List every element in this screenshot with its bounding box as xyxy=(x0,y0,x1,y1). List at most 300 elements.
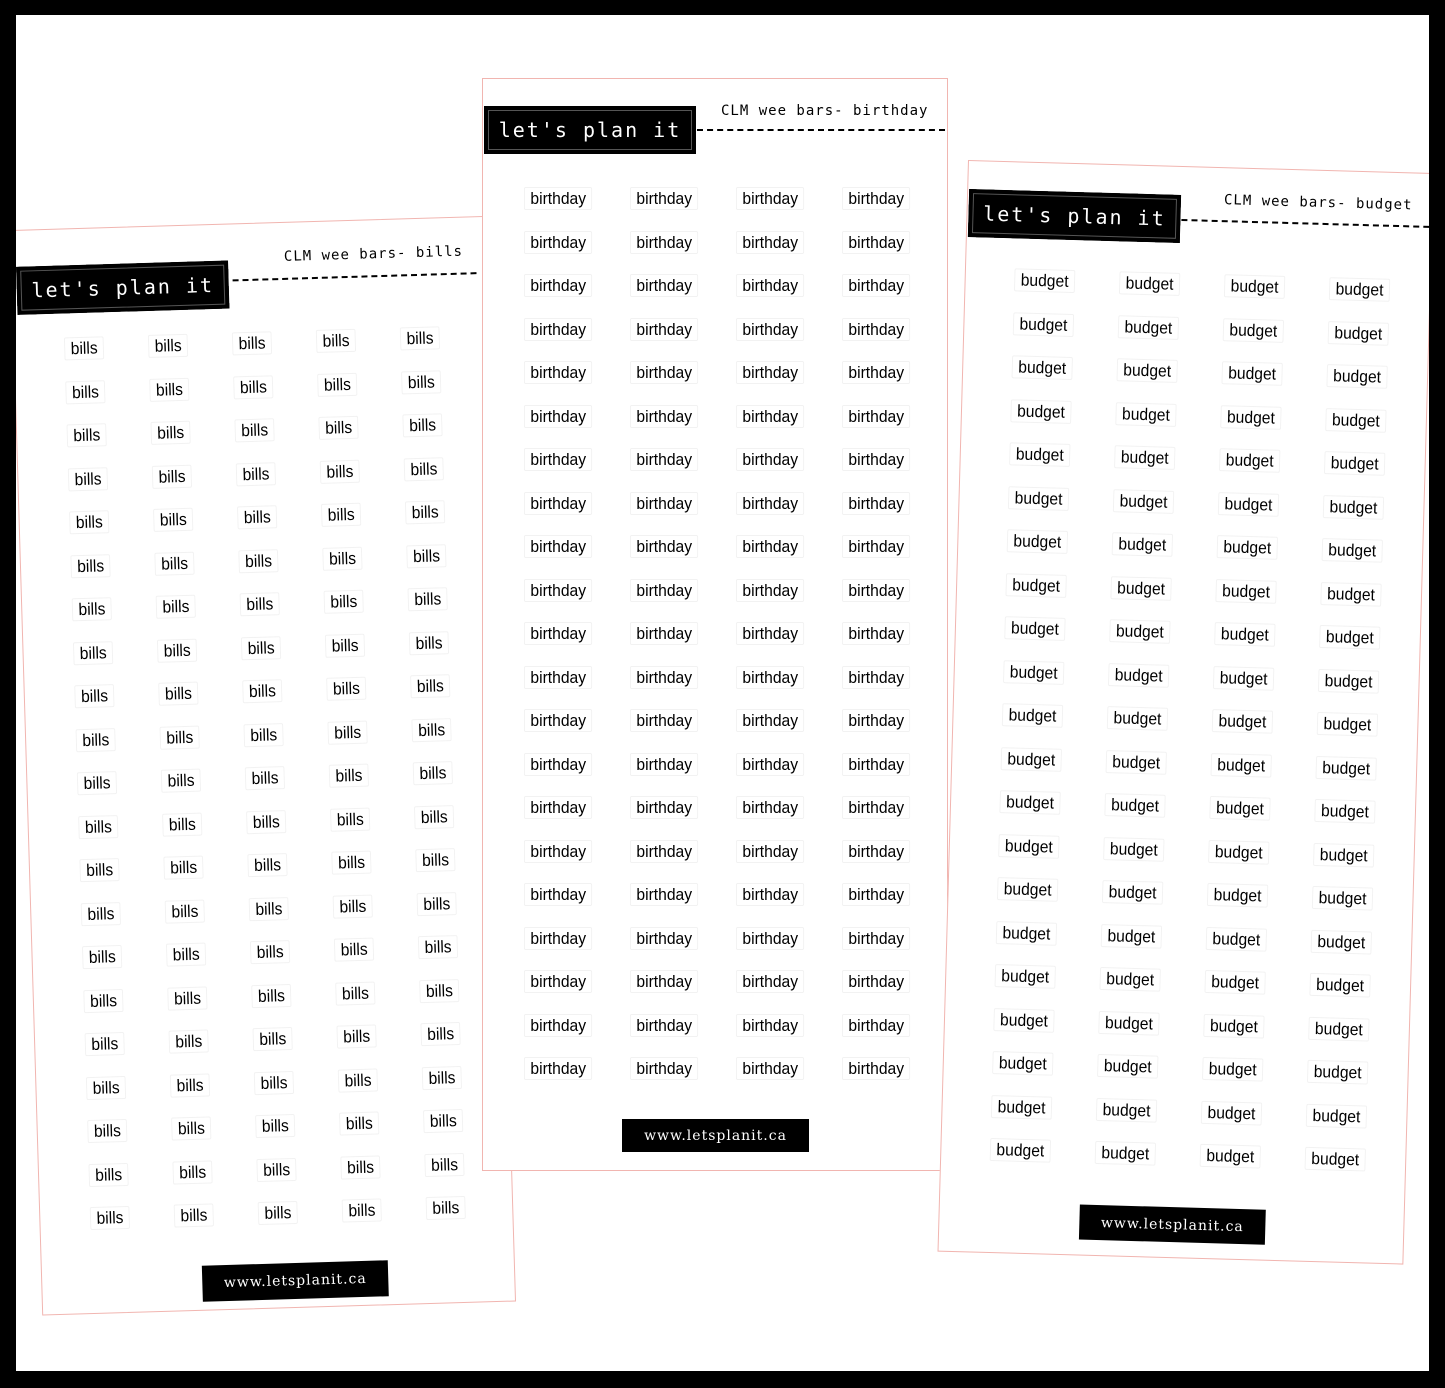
sticker-cell xyxy=(611,351,717,395)
sticker-word: bills xyxy=(252,984,292,1008)
sticker-word: budget xyxy=(1202,1057,1263,1082)
sticker-word: birthday xyxy=(524,535,593,558)
sticker-word: bills xyxy=(423,1109,463,1133)
sticker-cell xyxy=(968,1084,1074,1130)
sticker-cell xyxy=(149,1106,234,1152)
sticker-word: budget xyxy=(1205,927,1266,952)
sticker-cell xyxy=(717,264,823,308)
sticker-cell xyxy=(505,177,611,221)
sticker-word: budget xyxy=(1098,1011,1159,1036)
sticker-cell xyxy=(1297,571,1403,617)
sticker-cell xyxy=(387,620,472,666)
sticker-cell xyxy=(56,804,141,850)
sticker-cell xyxy=(132,541,217,587)
sticker-word: budget xyxy=(1100,924,1161,949)
sticker-cell xyxy=(1088,565,1194,611)
sticker-cell xyxy=(1092,391,1198,437)
sticker-word: bills xyxy=(243,679,283,703)
sticker-cell xyxy=(298,449,383,495)
sticker-word: bills xyxy=(165,899,205,923)
sticker-grid xyxy=(505,177,929,1091)
sticker-word: birthday xyxy=(842,753,911,776)
sticker-word: birthday xyxy=(524,666,593,689)
sticker-sheet-bills xyxy=(16,216,516,1316)
sticker-cell xyxy=(1191,611,1297,657)
sticker-cell xyxy=(1078,913,1184,959)
sticker-cell xyxy=(991,258,1097,304)
sticker-cell xyxy=(130,454,215,500)
sticker-word: bills xyxy=(418,935,458,959)
sticker-cell xyxy=(823,786,929,830)
sticker-cell xyxy=(1287,962,1393,1008)
sticker-word: birthday xyxy=(630,1014,699,1037)
sticker-word: bills xyxy=(66,380,106,404)
sticker-cell xyxy=(303,622,388,668)
sticker-cell xyxy=(1306,267,1412,313)
sticker-word: birthday xyxy=(524,579,593,602)
sticker-cell xyxy=(400,1055,485,1101)
sticker-cell xyxy=(145,975,230,1021)
sticker-word: birthday xyxy=(736,187,805,210)
sticker-grid xyxy=(967,258,1412,1183)
sticker-cell xyxy=(386,577,471,623)
sticker-cell xyxy=(1196,438,1302,484)
sticker-cell xyxy=(232,1060,317,1106)
sticker-word: birthday xyxy=(524,796,593,819)
sticker-word: birthday xyxy=(524,361,593,384)
sticker-word: birthday xyxy=(736,753,805,776)
sticker-word: budget xyxy=(1095,1098,1156,1123)
sticker-word: birthday xyxy=(736,927,805,950)
sticker-cell xyxy=(1296,614,1402,660)
sticker-cell xyxy=(1289,875,1395,921)
sticker-cell xyxy=(505,612,611,656)
sticker-word: bills xyxy=(400,327,440,351)
sticker-cell xyxy=(55,760,140,806)
sticker-cell xyxy=(505,699,611,743)
sticker-word: bills xyxy=(401,370,441,394)
sticker-cell xyxy=(65,1108,150,1154)
sticker-word: budget xyxy=(1105,750,1166,775)
sticker-word: bills xyxy=(319,416,359,440)
sticker-word: birthday xyxy=(842,622,911,645)
sticker-word: budget xyxy=(992,1051,1053,1076)
sticker-word: bills xyxy=(157,638,197,662)
sticker-word: bills xyxy=(254,1071,294,1095)
sticker-cell xyxy=(987,388,1093,434)
sticker-cell xyxy=(611,743,717,787)
sticker-cell xyxy=(134,584,219,630)
sticker-cell xyxy=(150,1149,235,1195)
sticker-cell xyxy=(505,264,611,308)
sticker-word: birthday xyxy=(842,187,911,210)
sticker-cell xyxy=(505,308,611,352)
sticker-word: bills xyxy=(244,723,284,747)
sticker-cell xyxy=(823,351,929,395)
sticker-word: bills xyxy=(160,725,200,749)
sticker-word: bills xyxy=(84,989,124,1013)
sticker-cell xyxy=(1182,959,1288,1005)
sticker-word: birthday xyxy=(630,361,699,384)
sticker-word: birthday xyxy=(736,231,805,254)
sticker-word: birthday xyxy=(842,579,911,602)
sticker-word: budget xyxy=(1320,582,1381,607)
sticker-cell xyxy=(1282,1136,1388,1182)
sticker-word: birthday xyxy=(842,970,911,993)
sticker-cell xyxy=(717,569,823,613)
sheet-title: CLM wee bars- bills xyxy=(283,243,464,265)
sticker-word: bills xyxy=(80,858,120,882)
sticker-word: bills xyxy=(404,457,444,481)
sticker-word: bills xyxy=(333,894,373,918)
sticker-word: budget xyxy=(1319,625,1380,650)
sticker-cell xyxy=(1301,440,1407,486)
sticker-cell xyxy=(141,845,226,891)
sticker-cell xyxy=(383,490,468,536)
sticker-cell xyxy=(505,1004,611,1048)
sticker-cell xyxy=(611,482,717,526)
sticker-cell xyxy=(214,451,299,497)
sticker-cell xyxy=(1091,435,1197,481)
sticker-cell xyxy=(296,405,381,451)
sticker-cell xyxy=(401,1098,486,1144)
sticker-cell xyxy=(985,475,1091,521)
sticker-cell xyxy=(1299,527,1405,573)
sticker-word: birthday xyxy=(842,448,911,471)
sticker-cell xyxy=(505,482,611,526)
sticker-cell xyxy=(61,978,146,1024)
sticker-word: bills xyxy=(72,597,112,621)
sticker-cell xyxy=(144,932,229,978)
sticker-cell xyxy=(986,432,1092,478)
sticker-cell xyxy=(823,569,929,613)
sticker-word: bills xyxy=(330,807,370,831)
sticker-word: bills xyxy=(317,373,357,397)
sticker-cell xyxy=(975,823,1081,869)
title-divider xyxy=(233,272,477,281)
sticker-word: budget xyxy=(1097,1054,1158,1079)
sticker-word: budget xyxy=(1203,1014,1264,1039)
sticker-cell xyxy=(1096,261,1202,307)
sticker-cell xyxy=(717,395,823,439)
sticker-cell xyxy=(981,606,1087,652)
sticker-cell xyxy=(152,1193,237,1239)
sticker-word: birthday xyxy=(630,970,699,993)
sticker-cell xyxy=(1189,698,1295,744)
sticker-cell xyxy=(135,627,220,673)
sticker-word: birthday xyxy=(736,970,805,993)
sticker-cell xyxy=(505,830,611,874)
sticker-cell xyxy=(320,1188,405,1234)
sticker-word: birthday xyxy=(842,1057,911,1080)
sticker-cell xyxy=(317,1101,402,1147)
sticker-word: bills xyxy=(258,1201,298,1225)
sticker-word: bills xyxy=(337,1025,377,1049)
sticker-cell xyxy=(717,656,823,700)
sticker-word: birthday xyxy=(736,405,805,428)
sticker-cell xyxy=(1192,568,1298,614)
sticker-word: budget xyxy=(994,964,1055,989)
sticker-cell xyxy=(1184,872,1290,918)
sticker-cell xyxy=(147,1019,232,1065)
sticker-word: bills xyxy=(342,1199,382,1223)
sticker-cell xyxy=(388,663,473,709)
sticker-word: budget xyxy=(1315,756,1376,781)
sticker-word: birthday xyxy=(630,535,699,558)
sticker-cell xyxy=(611,525,717,569)
sticker-cell xyxy=(1072,1130,1178,1176)
sticker-word: budget xyxy=(1111,532,1172,557)
sticker-word: birthday xyxy=(524,709,593,732)
sticker-word: birthday xyxy=(524,840,593,863)
sticker-cell xyxy=(223,755,308,801)
sticker-cell xyxy=(309,840,394,886)
sticker-word: birthday xyxy=(842,796,911,819)
sticker-cell xyxy=(611,177,717,221)
sticker-cell xyxy=(1295,658,1401,704)
sticker-cell xyxy=(1190,655,1296,701)
sticker-word: bills xyxy=(329,764,369,788)
sticker-word: budget xyxy=(1322,495,1383,520)
sticker-cell xyxy=(143,888,228,934)
sticker-cell xyxy=(1186,785,1292,831)
sticker-cell xyxy=(1302,397,1408,443)
sticker-word: bills xyxy=(321,503,361,527)
sticker-word: bills xyxy=(426,1196,466,1220)
sticker-word: budget xyxy=(1001,703,1062,728)
sticker-cell xyxy=(393,837,478,883)
sticker-word: bills xyxy=(324,590,364,614)
sticker-word: bills xyxy=(237,505,277,529)
sticker-word: bills xyxy=(341,1155,381,1179)
sticker-word: budget xyxy=(1310,930,1371,955)
sticker-word: budget xyxy=(990,1095,1051,1120)
sticker-word: budget xyxy=(1200,1101,1261,1126)
sticker-word: budget xyxy=(1325,408,1386,433)
sticker-word: birthday xyxy=(736,1014,805,1037)
sticker-word: bills xyxy=(156,595,196,619)
sticker-word: birthday xyxy=(736,666,805,689)
sticker-word: birthday xyxy=(736,318,805,341)
sticker-cell xyxy=(983,562,1089,608)
sticker-word: bills xyxy=(155,551,195,575)
sticker-word: birthday xyxy=(630,666,699,689)
sticker-cell xyxy=(50,586,135,632)
sticker-cell xyxy=(505,960,611,1004)
sticker-word: bills xyxy=(253,1027,293,1051)
sticker-cell xyxy=(823,830,929,874)
sticker-cell xyxy=(1081,782,1187,828)
sticker-cell xyxy=(505,221,611,265)
sticker-word: birthday xyxy=(842,927,911,950)
sticker-word: birthday xyxy=(736,709,805,732)
sticker-cell xyxy=(717,786,823,830)
sticker-cell xyxy=(505,525,611,569)
sticker-word: birthday xyxy=(630,883,699,906)
sticker-word: bills xyxy=(76,728,116,752)
sticker-cell xyxy=(1283,1093,1389,1139)
sticker-word: budget xyxy=(1222,318,1283,343)
sticker-cell xyxy=(236,1190,321,1236)
sticker-cell xyxy=(402,1142,487,1188)
sticker-word: bills xyxy=(327,677,367,701)
sticker-word: bills xyxy=(88,1119,128,1143)
sticker-cell xyxy=(823,699,929,743)
sticker-cell xyxy=(611,1047,717,1091)
sticker-word: birthday xyxy=(524,318,593,341)
sticker-cell xyxy=(611,438,717,482)
sticker-cell xyxy=(974,866,1080,912)
sticker-cell xyxy=(1074,1043,1180,1089)
sticker-cell xyxy=(1188,742,1294,788)
sticker-word: bills xyxy=(159,682,199,706)
sticker-cell xyxy=(233,1103,318,1149)
sticker-cell xyxy=(1200,307,1306,353)
sheet-title: CLM wee bars- budget xyxy=(1223,192,1413,214)
sticker-word: bills xyxy=(425,1153,465,1177)
sticker-cell xyxy=(717,1047,823,1091)
sticker-word: budget xyxy=(1309,973,1370,998)
sticker-cell xyxy=(392,794,477,840)
sticker-cell xyxy=(64,1065,149,1111)
sticker-cell xyxy=(308,796,393,842)
sticker-cell xyxy=(1284,1049,1390,1095)
sticker-cell xyxy=(717,917,823,961)
sticker-word: bills xyxy=(338,1068,378,1092)
sticker-word: birthday xyxy=(630,1057,699,1080)
sticker-cell xyxy=(307,753,392,799)
sticker-cell xyxy=(229,973,314,1019)
sticker-cell xyxy=(1291,788,1397,834)
sticker-word: birthday xyxy=(736,796,805,819)
sticker-cell xyxy=(136,671,221,717)
sticker-cell xyxy=(1089,522,1195,568)
sticker-word: birthday xyxy=(842,231,911,254)
sticker-word: budget xyxy=(1011,356,1072,381)
sticker-cell xyxy=(823,177,929,221)
sticker-cell xyxy=(505,917,611,961)
sticker-cell xyxy=(823,395,929,439)
sticker-word: bills xyxy=(409,631,449,655)
sticker-word: birthday xyxy=(736,622,805,645)
sticker-word: bills xyxy=(320,459,360,483)
sticker-word: bills xyxy=(239,549,279,573)
sticker-word: budget xyxy=(999,790,1060,815)
sticker-cell xyxy=(1090,478,1196,524)
sticker-cell xyxy=(823,438,929,482)
sticker-cell xyxy=(1194,524,1300,570)
sticker-cell xyxy=(823,917,929,961)
sticker-word: bills xyxy=(412,718,452,742)
sticker-word: bills xyxy=(421,1022,461,1046)
sticker-word: budget xyxy=(1115,402,1176,427)
sticker-cell xyxy=(989,345,1095,391)
sticker-word: bills xyxy=(245,766,285,790)
sticker-word: budget xyxy=(1012,312,1073,337)
sticker-cell xyxy=(215,495,300,541)
sticker-word: bills xyxy=(67,423,107,447)
sticker-cell xyxy=(611,960,717,1004)
sticker-cell xyxy=(611,873,717,917)
sticker-cell xyxy=(210,321,295,367)
sticker-cell xyxy=(224,799,309,845)
sticker-cell xyxy=(505,351,611,395)
sticker-word: birthday xyxy=(842,709,911,732)
sticker-cell xyxy=(397,968,482,1014)
sticker-word: budget xyxy=(1327,321,1388,346)
sticker-word: budget xyxy=(1305,1104,1366,1129)
sticker-cell xyxy=(823,743,929,787)
brand-logo-text: let's plan it xyxy=(982,201,1167,231)
sticker-word: birthday xyxy=(736,448,805,471)
sticker-cell xyxy=(717,351,823,395)
sticker-word: budget xyxy=(1221,361,1282,386)
sticker-cell xyxy=(312,927,397,973)
sticker-cell xyxy=(972,953,1078,999)
sticker-cell xyxy=(967,1127,1073,1173)
sticker-word: budget xyxy=(1324,451,1385,476)
sticker-word: birthday xyxy=(630,709,699,732)
sticker-word: birthday xyxy=(736,840,805,863)
sticker-word: budget xyxy=(1311,886,1372,911)
sticker-cell xyxy=(611,264,717,308)
sticker-word: bills xyxy=(403,413,443,437)
sticker-word: bills xyxy=(240,592,280,616)
sticker-cell xyxy=(823,1004,929,1048)
sticker-word: bills xyxy=(410,674,450,698)
sticker-word: birthday xyxy=(736,361,805,384)
sticker-word: bills xyxy=(71,554,111,578)
brand-logo xyxy=(484,106,696,154)
sticker-cell xyxy=(980,649,1086,695)
sticker-word: bills xyxy=(241,636,281,660)
sticker-word: budget xyxy=(1007,486,1068,511)
sticker-word: budget xyxy=(1094,1141,1155,1166)
sticker-sheet-budget xyxy=(938,160,1429,1265)
sticker-word: bills xyxy=(68,467,108,491)
sticker-cell xyxy=(398,1011,483,1057)
sticker-cell xyxy=(1197,394,1303,440)
sticker-word: bills xyxy=(170,1073,210,1097)
sticker-word: bills xyxy=(69,510,109,534)
sticker-cell xyxy=(611,1004,717,1048)
sticker-cell xyxy=(1077,956,1183,1002)
sticker-cell xyxy=(717,830,823,874)
sticker-word: budget xyxy=(1316,712,1377,737)
sticker-cell xyxy=(717,308,823,352)
sticker-word: budget xyxy=(1216,535,1277,560)
sticker-word: budget xyxy=(1210,753,1271,778)
sticker-word: birthday xyxy=(842,535,911,558)
sticker-word: bills xyxy=(414,805,454,829)
sticker-cell xyxy=(46,456,131,502)
sticker-cell xyxy=(228,929,313,975)
sticker-word: birthday xyxy=(630,448,699,471)
sticker-word: birthday xyxy=(630,622,699,645)
sticker-cell xyxy=(1285,1006,1391,1052)
sticker-word: budget xyxy=(1215,579,1276,604)
sticker-cell xyxy=(823,525,929,569)
sticker-cell xyxy=(140,801,225,847)
sticker-cell xyxy=(611,699,717,743)
sticker-cell xyxy=(219,625,304,671)
sticker-cell xyxy=(51,630,136,676)
sticker-cell xyxy=(717,1004,823,1048)
sticker-cell xyxy=(717,482,823,526)
sticker-word: bills xyxy=(90,1206,130,1230)
sticker-cell xyxy=(611,917,717,961)
sheet-title: CLM wee bars- birthday xyxy=(721,103,929,119)
